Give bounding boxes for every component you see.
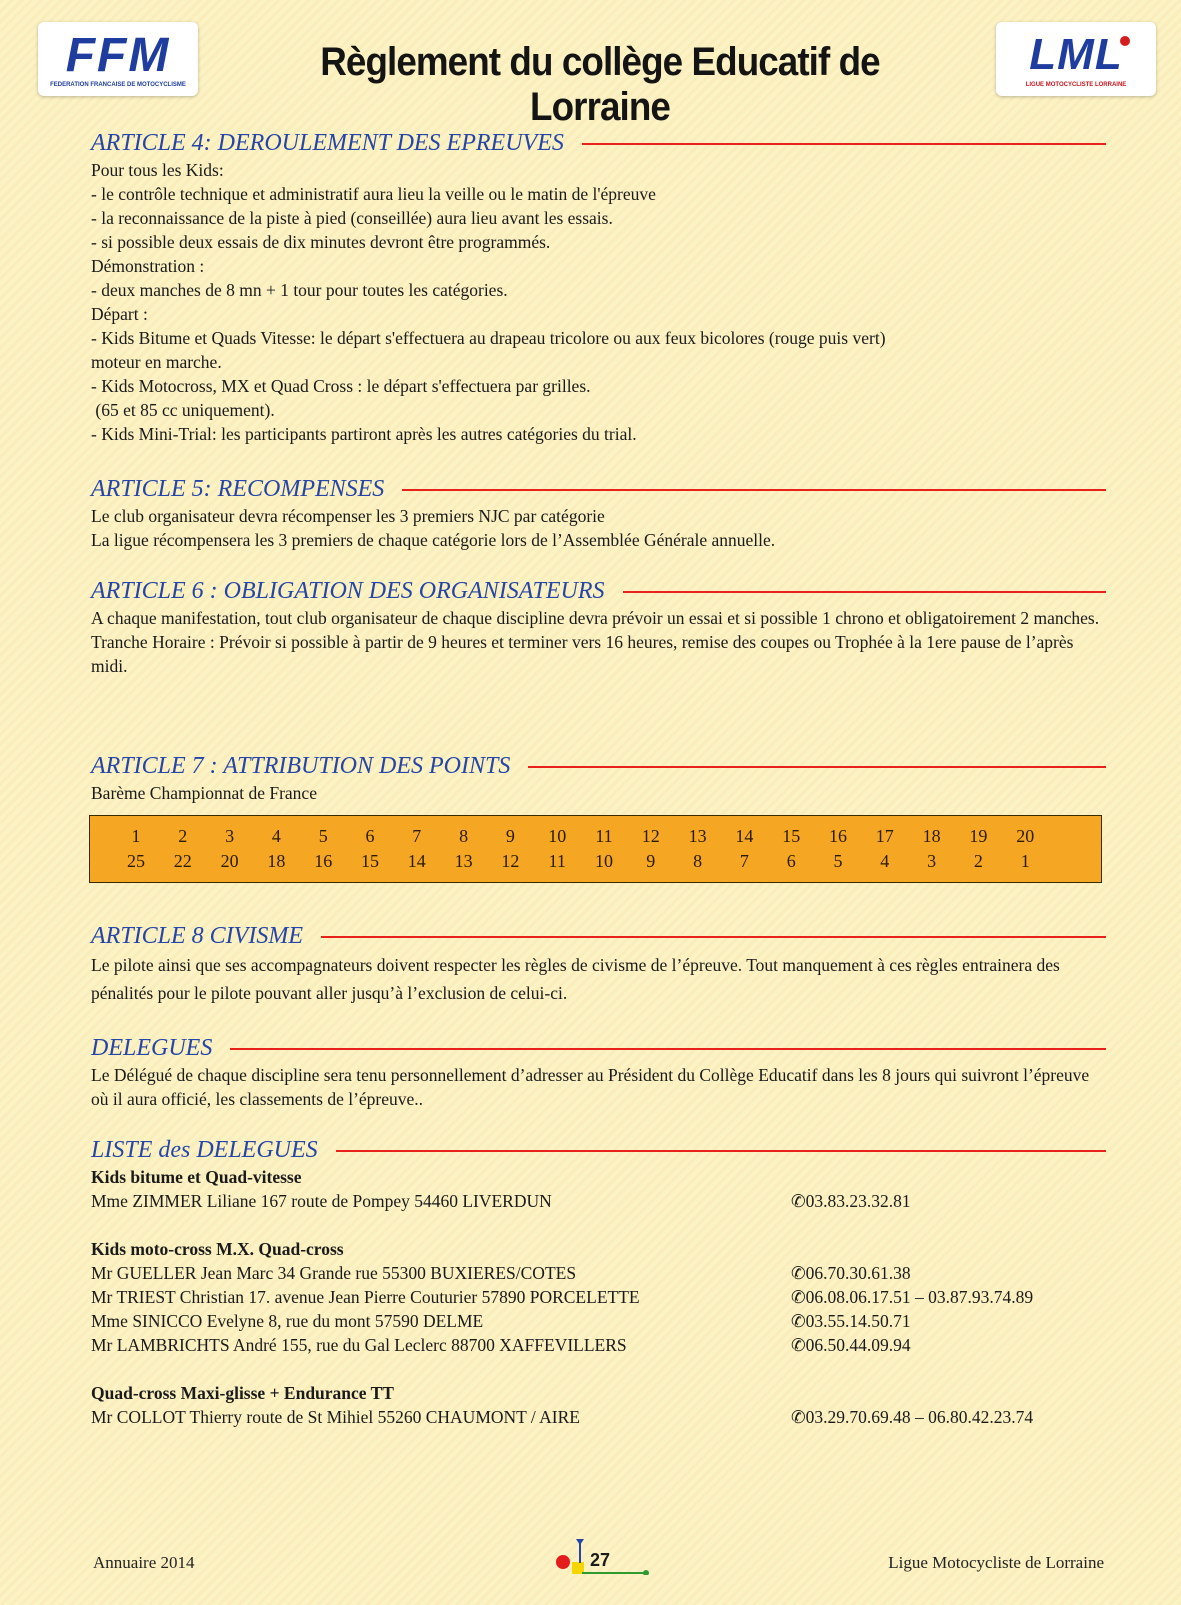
page-title: Règlement du collège Educatif de Lorraine [320, 40, 880, 129]
position-cell: 7 [412, 826, 422, 846]
position-cell: 5 [318, 826, 328, 846]
points-cell: 10 [595, 851, 613, 871]
delegate-phone: ✆03.29.70.69.48 – 06.80.42.23.74 [791, 1407, 1034, 1427]
delegues-section [91, 1033, 1106, 1111]
position-cell: 18 [922, 826, 941, 846]
heading-rule [528, 766, 1106, 768]
delegate-address: Mr COLLOT Thierry route de St Mihiel 55260 CHAUMONT / AIRE [91, 1407, 581, 1427]
delegate-phone: ✆03.83.23.32.81 [791, 1191, 911, 1211]
points-cell: 20 [220, 851, 239, 871]
article-8-paragraph: Le pilote ainsi que ses accompagnateurs doivent respecter les règles de civisme de l’épreuve. Tout manquement à ces règles entrainera des pénalités pour le pilote pouvant aller jusqu’à l’exclusion de celui-ci. [91, 955, 1060, 1003]
lml-logo-subtext: LIGUE MOTOCYCLISTE LORRAINE [1025, 82, 1127, 88]
article-4-line: moteur en marche. [91, 352, 222, 372]
delegate-phone: ✆03.55.14.50.71 [791, 1311, 911, 1331]
delegate-entry [91, 1285, 1106, 1309]
heading-rule [402, 489, 1106, 491]
position-cell: 11 [595, 826, 613, 846]
position-cell: 1 [131, 826, 141, 846]
article-4-line: Démonstration : [91, 256, 205, 276]
article-5-section [91, 474, 1106, 552]
liste-heading: LISTE des DELEGUES [91, 1136, 318, 1163]
lml-logo-mark: LML [1029, 30, 1123, 79]
delegate-phone: ✆06.50.44.09.94 [791, 1335, 911, 1355]
points-scale-table [89, 815, 1102, 883]
delegate-group-title: Kids bitume et Quad-vitesse [91, 1167, 302, 1187]
delegate-entry [91, 1309, 1106, 1333]
liste-delegues-section [91, 1135, 1106, 1429]
delegate-address: Mr TRIEST Christian 17. avenue Jean Pierre Couturier 57890 PORCELETTE [91, 1287, 640, 1307]
article-6-paragraph: Tranche Horaire : Prévoir si possible à partir de 9 heures et terminer vers 16 heures, remise des coupes ou Trophée à la 1ere pause de l’après midi. [91, 632, 1074, 676]
article-4-body [91, 158, 1106, 446]
delegate-entry [91, 1405, 1106, 1429]
article-6-section [91, 576, 1106, 678]
points-cell: 13 [454, 851, 473, 871]
delegate-address: Mr LAMBRICHTS André 155, rue du Gal Leclerc 88700 XAFFEVILLERS [91, 1335, 627, 1355]
article-5-line: Le club organisateur devra récompenser les 3 premiers NJC par catégorie [91, 506, 605, 526]
points-cell: 2 [973, 851, 983, 871]
delegate-address: Mme ZIMMER Liliane 167 route de Pompey 54460 LIVERDUN [91, 1191, 552, 1211]
points-cell: 6 [786, 851, 796, 871]
position-cell: 8 [459, 826, 469, 846]
position-cell: 17 [875, 826, 894, 846]
delegate-entry [91, 1189, 1106, 1213]
delegate-phone: ✆06.08.06.17.51 – 03.87.93.74.89 [791, 1287, 1034, 1307]
delegate-entry [91, 1333, 1106, 1357]
delegues-paragraph: Le Délégué de chaque discipline sera tenu personnellement d’adresser au Président du Collège Educatif dans les 8 jours qui suivront l’épreuve où il aura officié, les classements de l’épreuve.. [91, 1065, 1090, 1109]
delegate-entry [91, 1261, 1106, 1285]
position-cell: 12 [641, 826, 660, 846]
positions-row [90, 826, 1101, 850]
position-cell: 15 [782, 826, 801, 846]
article-7-heading: ARTICLE 7 : ATTRIBUTION DES POINTS [91, 752, 511, 779]
points-cell: 4 [880, 851, 890, 871]
article-5-heading: ARTICLE 5: RECOMPENSES [91, 475, 385, 502]
article-4-heading: ARTICLE 4: DEROULEMENT DES EPREUVES [91, 129, 564, 156]
article-8-heading: ARTICLE 8 CIVISME [91, 922, 303, 949]
points-cell: 5 [833, 851, 843, 871]
article-7-section [91, 751, 1106, 805]
position-cell: 3 [225, 826, 235, 846]
article-6-paragraph: A chaque manifestation, tout club organisateur de chaque discipline devra prévoir un essai et si possible 1 chrono et obligatoirement 2 manches. [91, 608, 1100, 628]
footer-left: Annuaire 2014 [93, 1553, 195, 1572]
heading-rule [582, 143, 1106, 145]
points-cell: 14 [407, 851, 426, 871]
points-cell: 22 [173, 851, 192, 871]
points-cell: 25 [127, 851, 145, 871]
position-cell: 19 [969, 826, 988, 846]
position-cell: 10 [548, 826, 567, 846]
delegate-group [91, 1165, 1106, 1213]
delegues-heading: DELEGUES [91, 1034, 213, 1061]
ffm-logo [38, 22, 198, 96]
ffm-logo-mark: FFM [65, 29, 171, 82]
position-cell: 14 [735, 826, 754, 846]
heading-rule [230, 1048, 1106, 1050]
position-cell: 13 [688, 826, 707, 846]
points-cell: 12 [501, 851, 520, 871]
points-row [90, 851, 1101, 875]
lml-logo [996, 22, 1156, 96]
position-cell: 6 [365, 826, 375, 846]
points-cell: 11 [548, 851, 566, 871]
delegate-group-title: Quad-cross Maxi-glisse + Endurance TT [91, 1383, 394, 1403]
heading-rule [321, 936, 1106, 938]
points-cell: 9 [646, 851, 656, 871]
article-4-line: - si possible deux essais de dix minutes devront être programmés. [91, 232, 551, 252]
article-5-line: La ligue récompensera les 3 premiers de chaque catégorie lors de l’Assemblée Générale annuelle. [91, 530, 776, 550]
article-4-section [91, 128, 1106, 446]
article-4-line: - le contrôle technique et administratif aura lieu la veille ou le matin de l'épreuve [91, 184, 656, 204]
points-cell: 3 [927, 851, 937, 871]
points-cell: 16 [314, 851, 333, 871]
delegate-group [91, 1381, 1106, 1429]
article-4-line: Départ : [91, 304, 148, 324]
article-8-section [91, 921, 1106, 1007]
ffm-logo-subtext: FEDERATION FRANCAISE DE MOTOCYCLISME [50, 82, 186, 88]
article-4-line: (65 et 85 cc uniquement). [91, 400, 275, 420]
article-4-line: Pour tous les Kids: [91, 160, 224, 180]
points-cell: 1 [1020, 851, 1030, 871]
article-4-line: - Kids Mini-Trial: les participants partiront après les autres catégories du trial. [91, 424, 637, 444]
page-number: 27 [590, 1550, 611, 1570]
heading-rule [336, 1150, 1106, 1152]
heading-rule [623, 591, 1106, 593]
points-cell: 15 [361, 851, 379, 871]
position-cell: 2 [178, 826, 188, 846]
footer-right: Ligue Motocycliste de Lorraine [888, 1553, 1104, 1572]
delegate-address: Mr GUELLER Jean Marc 34 Grande rue 55300 BUXIERES/COTES [91, 1263, 577, 1283]
position-cell: 20 [1016, 826, 1035, 846]
delegate-group-title: Kids moto-cross M.X. Quad-cross [91, 1239, 344, 1259]
article-4-line: - Kids Motocross, MX et Quad Cross : le départ s'effectuera par grilles. [91, 376, 591, 396]
delegate-phone: ✆06.70.30.61.38 [791, 1263, 911, 1283]
points-cell: 7 [739, 851, 749, 871]
position-cell: 16 [829, 826, 847, 846]
article-4-line: - la reconnaissance de la piste à pied (conseillée) aura lieu avant les essais. [91, 208, 613, 228]
position-cell: 4 [271, 826, 281, 846]
points-cell: 18 [267, 851, 286, 871]
delegate-group [91, 1237, 1106, 1357]
article-4-line: - Kids Bitume et Quads Vitesse: le départ s'effectuera au drapeau tricolore ou aux feux bicolores (rouge puis vert) [91, 328, 886, 348]
article-7-subtitle: Barème Championnat de France [91, 783, 317, 803]
article-4-line: - deux manches de 8 mn + 1 tour pour toutes les catégories. [91, 280, 508, 300]
delegate-address: Mme SINICCO Evelyne 8, rue du mont 57590 DELME [91, 1311, 484, 1331]
position-cell: 9 [505, 826, 515, 846]
article-6-heading: ARTICLE 6 : OBLIGATION DES ORGANISATEURS [91, 577, 605, 604]
points-cell: 8 [693, 851, 703, 871]
